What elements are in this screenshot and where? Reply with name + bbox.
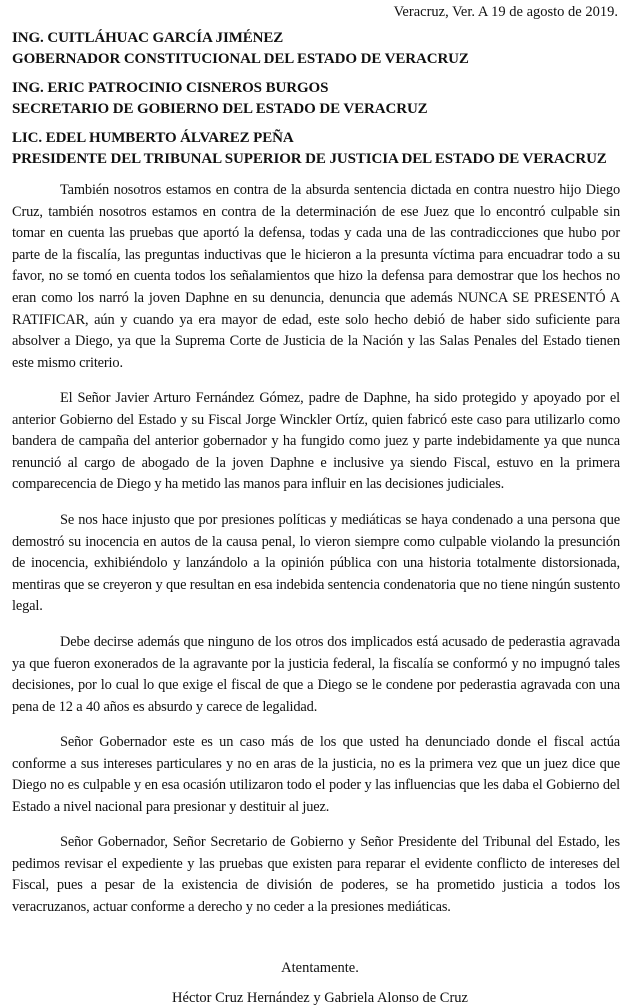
- body-paragraph: Señor Gobernador este es un caso más de los que usted ha denunciado donde el fiscal actúa conforme a sus intereses particulares y no en aras de la justicia, no es la primera vez que un juez dice que Diego no es culpable y en esa ocasión utilizaron todo el poder y las influencias que les daba el Gobierno del Estado a nivel nacional para presionar y destituir al juez.: [12, 734, 620, 815]
- recipient-title: SECRETARIO DE GOBIERNO DEL ESTADO DE VERACRUZ: [12, 101, 428, 117]
- recipient-name: ING. ERIC PATROCINIO CISNEROS BURGOS: [12, 80, 329, 96]
- body-paragraph: Debe decirse además que ninguno de los otros dos implicados está acusado de pederastia agravada ya que fueron exonerados de la agravante por la justicia federal, la fiscalía se conformó y no impugnó tales decisiones, por lo cual lo que exige el fiscal de que a Diego se le condene por pederastia agravada con una pena de 12 a 40 años es absurdo y carece de legalidad.: [12, 634, 620, 715]
- closing-line: Atentamente.: [281, 960, 359, 976]
- recipient-title: GOBERNADOR CONSTITUCIONAL DEL ESTADO DE VERACRUZ: [12, 51, 469, 67]
- body-paragraph: El Señor Javier Arturo Fernández Gómez, padre de Daphne, ha sido protegido y apoyado por el anterior Gobierno del Estado y su Fiscal Jorge Winckler Ortíz, quien fabricó este caso para utilizarlo como bandera de campaña del anterior gobernador y ha fungido como juez y parte indebidamente ya que nunca renunció al cargo de abogado de la joven Daphne e inclusive ya siendo Fiscal, estuvo en la primera comparecencia de Diego y ha metido las manos para influir en las decisiones judiciales.: [12, 390, 620, 493]
- body-paragraph: También nosotros estamos en contra de la absurda sentencia dictada en contra nuestro hijo Diego Cruz, también nosotros estamos en contra de la determinación de ese Juez que lo encontró culpable sin tomar en cuenta las pruebas que aportó la defensa, todas y cada una de las contradicciones que hubo por parte de la fiscalía, las preguntas inductivas que le hicieron a la presunta víctima para encuadrar todo a su favor, no se tomó en cuenta todos los señalamientos que hizo la defensa para demostrar que los hechos no eran como los narró la joven Daphne en su denuncia, denuncia que además NUNCA SE PRESENTÓ A RATIFICAR, aún y cuando ya era mayor de edad, este solo hecho debió de haber sido suficiente para absolver a Diego, ya que la Suprema Corte de Justicia de la Nación y las Salas Penales del Estado tienen este mismo criterio.: [12, 182, 620, 371]
- recipient-block: [12, 78, 428, 120]
- date-line: Veracruz, Ver. A 19 de agosto de 2019.: [393, 4, 618, 20]
- signature-line: Héctor Cruz Hernández y Gabriela Alonso de Cruz: [172, 990, 468, 1006]
- recipient-title: PRESIDENTE DEL TRIBUNAL SUPERIOR DE JUSTICIA DEL ESTADO DE VERACRUZ: [12, 151, 607, 167]
- recipient-name: LIC. EDEL HUMBERTO ÁLVAREZ PEÑA: [12, 130, 294, 146]
- body-paragraph: Señor Gobernador, Señor Secretario de Gobierno y Señor Presidente del Tribunal del Estado, les pedimos revisar el expediente y las pruebas que existen para reparar el evidente conflicto de intereses del Fiscal, pues a pesar de la existencia de división de poderes, se ha prometido justicia a todos los veracruzanos, actuar conforme a derecho y no ceder a la presiones mediáticas.: [12, 834, 620, 915]
- recipient-block: [12, 28, 469, 70]
- recipient-block: [12, 128, 607, 170]
- body-paragraph: Se nos hace injusto que por presiones políticas y mediáticas se haya condenado a una persona que demostró su inocencia en autos de la causa penal, lo vieron siempre como culpable violando la presunción de inocencia, exhibiéndolo y lanzándolo a la opinión pública con una historia totalmente distorsionada, mentiras que se creyeron y que resultan en esa indebida sentencia condenatoria que no tiene ningún sustento legal.: [12, 512, 620, 615]
- recipient-name: ING. CUITLÁHUAC GARCÍA JIMÉNEZ: [12, 30, 284, 46]
